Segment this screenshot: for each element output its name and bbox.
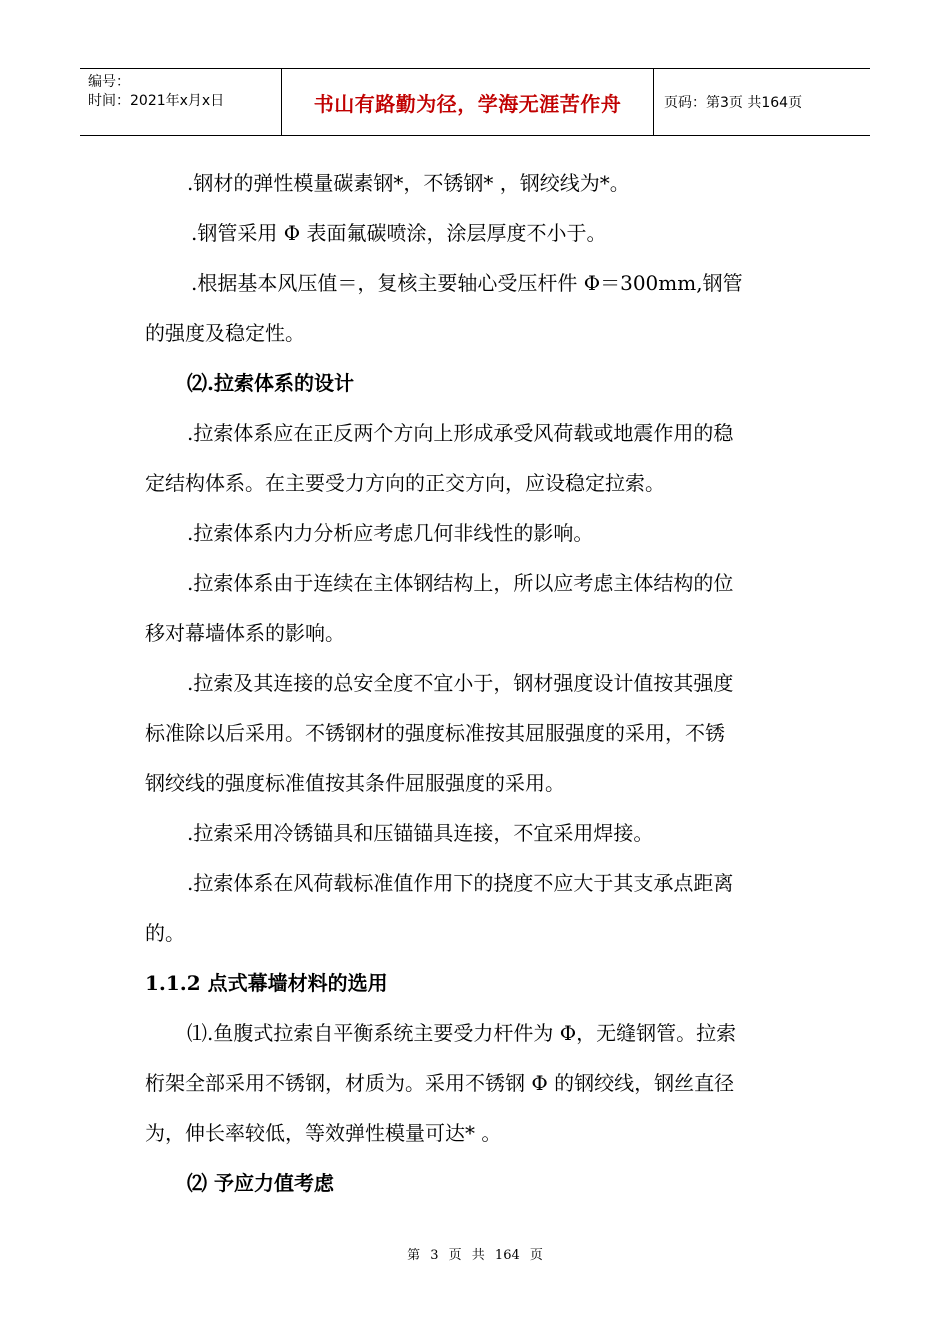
document-body <box>145 158 810 1208</box>
body-line: 的强度及稳定性。 <box>145 321 305 345</box>
body-line: 桁架全部采用不锈钢，材质为。采用不锈钢 Φ 的钢绞线，钢丝直径 <box>145 1071 735 1095</box>
header-page-info: 页码：第3页 共164页 <box>664 95 803 111</box>
body-line: 移对幕墙体系的影响。 <box>145 621 345 645</box>
body-line: .拉索体系在风荷载标准值作用下的挠度不应大于其支承点距离 <box>187 871 734 895</box>
header-motto: 书山有路勤为径，学海无涯苦作舟 <box>282 69 654 135</box>
page-footer: 第 3 页 共 164 页 <box>407 1248 543 1263</box>
section-heading: ⑵ 予应力值考虑 <box>187 1171 334 1195</box>
body-line: 钢绞线的强度标准值按其条件屈服强度的采用。 <box>145 771 565 795</box>
doc-date-label: 时间：2021年x月x日 <box>88 93 225 109</box>
body-line: .拉索体系由于连续在主体钢结构上，所以应考虑主体结构的位 <box>187 571 734 595</box>
body-line: .钢材的弹性模量碳素钢*，不锈钢* ，钢绞线为*。 <box>187 171 630 195</box>
body-line: ⑴.鱼腹式拉索自平衡系统主要受力杆件为 Φ，无缝钢管。拉索 <box>187 1021 737 1045</box>
body-line: 标准除以后采用。不锈钢材的强度标准按其屈服强度的采用，不锈 <box>145 721 725 745</box>
body-line: .拉索及其连接的总安全度不宜小于，钢材强度设计值按其强度 <box>187 671 734 695</box>
body-line: .钢管采用 Φ 表面氟碳喷涂，涂层厚度不小于。 <box>191 221 607 245</box>
body-line: .拉索体系内力分析应考虑几何非线性的影响。 <box>187 521 594 545</box>
body-line: .根据基本风压值＝，复核主要轴心受压杆件 Φ＝300mm,钢管 <box>191 271 743 295</box>
doc-number-label: 编号： <box>88 74 130 90</box>
body-line: .拉索体系应在正反两个方向上形成承受风荷载或地震作用的稳 <box>187 421 734 445</box>
body-line: 为，伸长率较低，等效弹性模量可达* 。 <box>145 1121 502 1145</box>
section-heading: ⑵.拉索体系的设计 <box>187 371 354 395</box>
page-header <box>80 68 870 136</box>
header-meta-cell <box>80 69 282 135</box>
section-heading: 1.1.2 点式幕墙材料的选用 <box>145 971 388 995</box>
body-line: 定结构体系。在主要受力方向的正交方向，应设稳定拉索。 <box>145 471 665 495</box>
body-line: .拉索采用冷锈锚具和压锚锚具连接，不宜采用焊接。 <box>187 821 654 845</box>
body-line: 的。 <box>145 921 185 945</box>
